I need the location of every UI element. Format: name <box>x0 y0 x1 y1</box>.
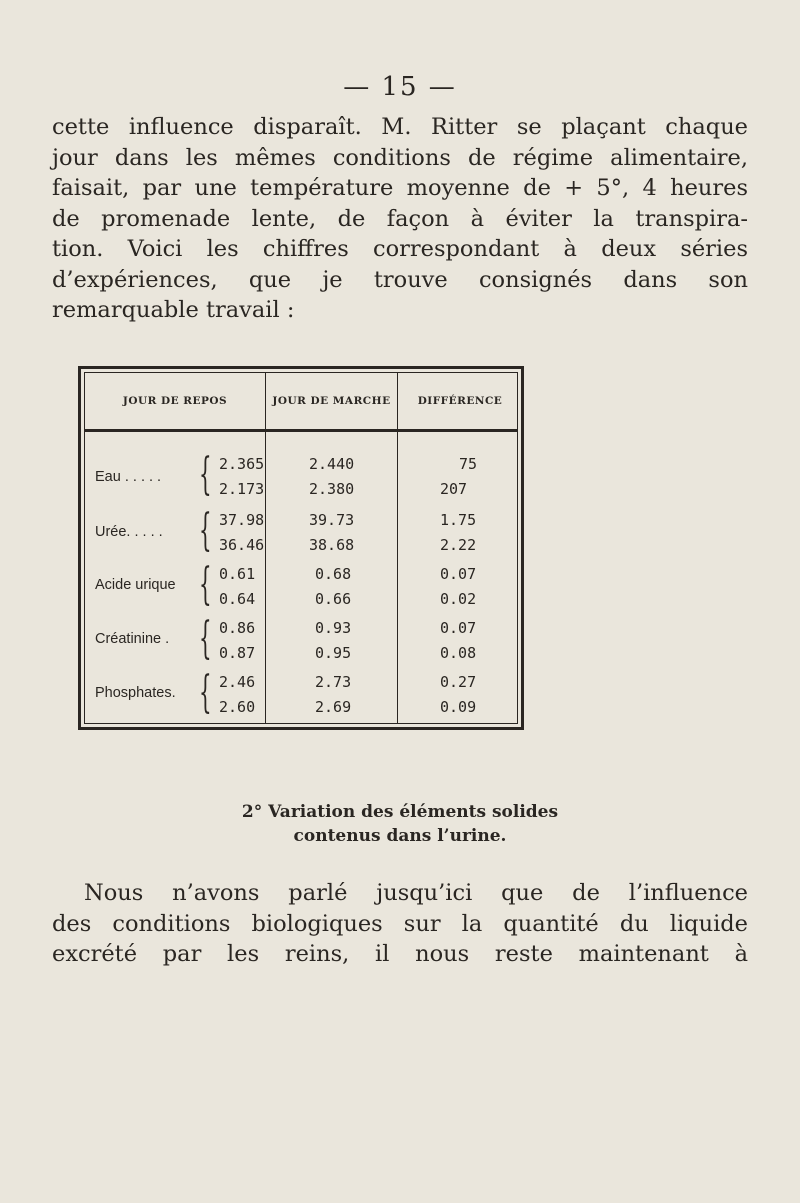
cell-marche: 0.93 <box>315 619 352 637</box>
cell-marche: 0.95 <box>315 644 352 662</box>
cell-repos: 2.60 <box>219 698 256 716</box>
header-difference: DIFFÉRENCE <box>417 395 503 407</box>
cell-repos: 0.86 <box>219 619 256 637</box>
cell-marche: 2.440 <box>309 455 355 473</box>
header-rule <box>85 429 517 432</box>
row-label-phosphates: Phosphates. <box>95 685 176 701</box>
cell-difference: 2.22 <box>440 536 477 554</box>
data-table <box>78 366 524 730</box>
text-line: tion. Voici les chiffres correspondant à deux séries <box>52 236 748 262</box>
cell-repos: 2.365 <box>219 455 265 473</box>
row-label-acide-urique: Acide urique <box>95 577 176 593</box>
brace-icon: { <box>199 667 212 718</box>
text-line: cette influence disparaît. M. Ritter se plaçant chaque <box>52 114 748 140</box>
header-repos: JOUR DE REPOS <box>122 395 228 407</box>
cell-marche: 2.380 <box>309 480 355 498</box>
cell-repos: 37.98 <box>219 511 265 529</box>
brace-icon: { <box>199 449 212 500</box>
page-number: — 15 — <box>343 72 457 102</box>
text-line: faisait, par une température moyenne de + 5°, 4 heures <box>52 175 748 201</box>
cell-marche: 38.68 <box>309 536 355 554</box>
brace-icon: { <box>199 559 212 610</box>
paragraph-intro <box>52 112 748 326</box>
text-line: Nous n’avons parlé jusqu’ici que de l’influence <box>84 880 748 906</box>
row-label-creatinine: Créatinine . <box>95 631 170 647</box>
cell-repos: 0.87 <box>219 644 256 662</box>
cell-difference: 0.07 <box>440 565 477 583</box>
text-line: remarquable travail : <box>52 297 295 323</box>
cell-marche: 39.73 <box>309 511 355 529</box>
brace-icon: { <box>199 613 212 664</box>
text-line: des conditions biologiques sur la quantité du liquide <box>52 910 748 937</box>
text-line: de promenade lente, de façon à éviter la transpira- <box>52 205 748 232</box>
column-divider <box>397 373 398 723</box>
cell-difference: 207 <box>440 480 468 498</box>
cell-repos: 2.46 <box>219 673 256 691</box>
cell-marche: 0.68 <box>315 565 352 583</box>
cell-difference: 0.08 <box>440 644 477 662</box>
cell-difference: 75 <box>459 455 478 473</box>
paragraph-continuation <box>52 878 748 970</box>
text-line: d’expériences, que je trouve consignés dans son <box>52 266 748 293</box>
header-marche: JOUR DE MARCHE <box>272 395 391 407</box>
cell-difference: 0.07 <box>440 619 477 637</box>
cell-marche: 0.66 <box>315 590 352 608</box>
row-label-uree: Urée. . . . . <box>95 524 163 540</box>
cell-difference: 1.75 <box>440 511 477 529</box>
section-title <box>0 800 800 848</box>
text-line: excrété par les reins, il nous reste maintenant à <box>52 941 748 967</box>
cell-difference: 0.09 <box>440 698 477 716</box>
column-divider <box>265 373 266 723</box>
cell-difference: 0.02 <box>440 590 477 608</box>
table-inner-frame <box>84 372 518 724</box>
cell-repos: 36.46 <box>219 536 265 554</box>
cell-repos: 0.64 <box>219 590 256 608</box>
section-title-line: contenus dans l’urine. <box>293 826 507 846</box>
cell-marche: 2.69 <box>315 698 352 716</box>
cell-difference: 0.27 <box>440 673 477 691</box>
cell-marche: 2.73 <box>315 673 352 691</box>
brace-icon: { <box>199 505 212 556</box>
text-line: jour dans les mêmes conditions de régime alimentaire, <box>52 144 748 171</box>
row-label-eau: Eau . . . . . <box>95 469 162 485</box>
section-title-line: 2° Variation des éléments solides <box>241 802 559 822</box>
cell-repos: 0.61 <box>219 565 256 583</box>
cell-repos: 2.173 <box>219 480 265 498</box>
